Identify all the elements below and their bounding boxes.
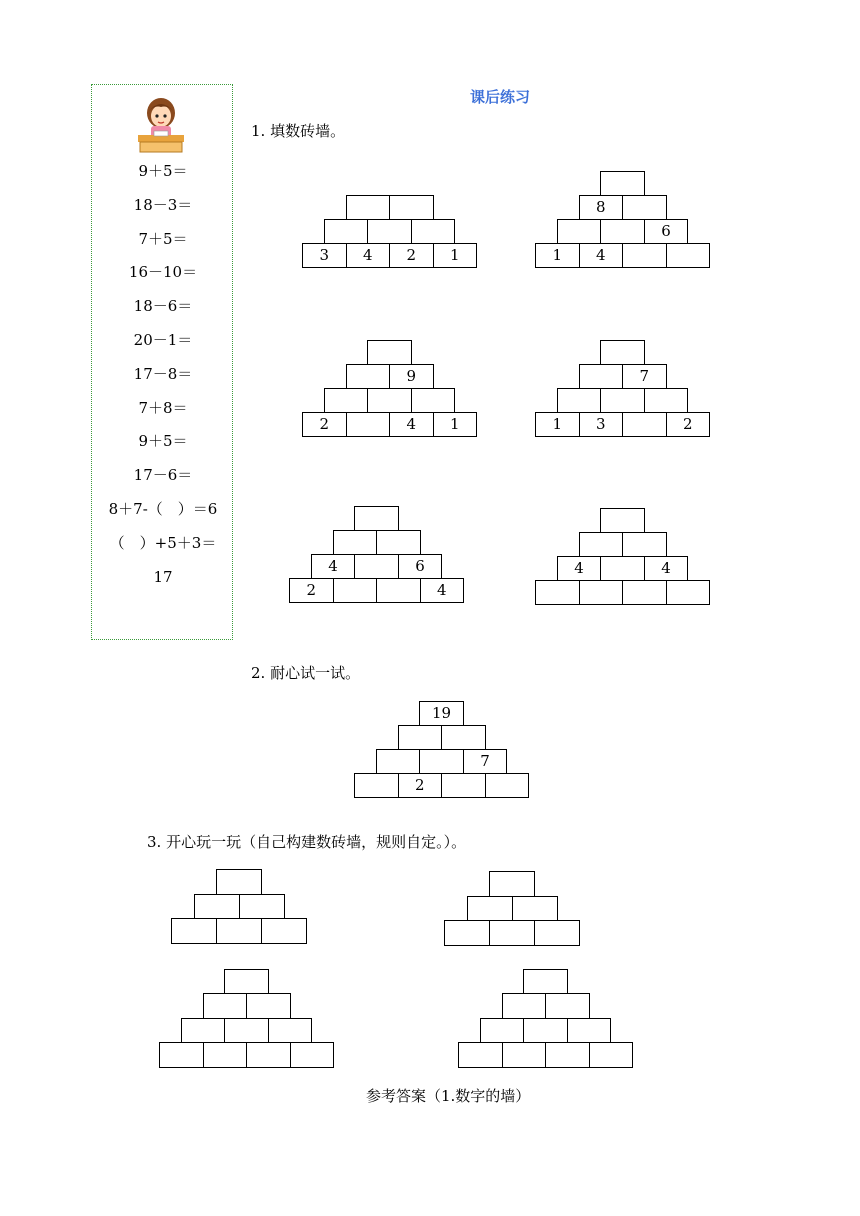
brick-blank[interactable] [600,171,645,196]
brick-blank[interactable] [622,532,667,557]
brick-blank[interactable] [489,871,535,897]
brick-filled: 19 [419,701,464,726]
brick-blank[interactable] [622,195,667,220]
brick-blank[interactable] [354,554,399,579]
brick-blank[interactable] [376,749,421,774]
brick-blank[interactable] [666,580,711,605]
brick-filled: 9 [389,364,434,389]
brick-blank[interactable] [579,364,624,389]
brick-blank[interactable] [246,1042,291,1068]
brick-blank[interactable] [333,530,378,555]
brick-blank[interactable] [534,920,580,946]
warmup-equation: 20－1＝ [133,331,193,349]
brick-filled: 1 [433,243,478,268]
warmup-equation: 7＋8＝ [138,398,188,417]
brick-blank[interactable] [354,773,399,798]
section1-heading: 1. 填数砖墙。 [251,122,346,140]
brick-blank[interactable] [398,725,443,750]
brick-blank[interactable] [367,388,412,413]
brick-filled: 1 [535,243,580,268]
brick-blank[interactable] [523,1018,568,1044]
brick-blank[interactable] [216,869,262,895]
brick-filled: 4 [557,556,602,581]
brick-blank[interactable] [502,1042,547,1068]
brick-blank[interactable] [346,195,391,220]
brick-blank[interactable] [441,725,486,750]
section3-heading: 3. 开心玩一玩（自己构建数砖墙，规则自定。）。 [147,833,467,851]
brick-blank[interactable] [367,219,412,244]
brick-blank[interactable] [268,1018,313,1044]
brick-filled: 2 [389,243,434,268]
brick-blank[interactable] [622,243,667,268]
brick-blank[interactable] [480,1018,525,1044]
brick-blank[interactable] [203,993,248,1019]
brick-blank[interactable] [579,532,624,557]
brick-blank[interactable] [666,243,711,268]
brick-blank[interactable] [502,993,547,1019]
brick-filled: 4 [311,554,356,579]
brick-filled: 6 [398,554,443,579]
brick-blank[interactable] [485,773,530,798]
brick-blank[interactable] [411,388,456,413]
warmup-equation: 18－6＝ [133,297,193,316]
warmup-equation: （ ）+5＋3＝ [109,533,217,552]
section2-heading: 2. 耐心试一试。 [251,664,361,682]
warmup-panel [91,84,233,640]
brick-blank[interactable] [376,530,421,555]
brick-blank[interactable] [419,749,464,774]
brick-filled: 2 [666,412,711,437]
brick-blank[interactable] [622,580,667,605]
brick-filled: 4 [346,243,391,268]
brick-blank[interactable] [545,1042,590,1068]
brick-filled: 2 [398,773,443,798]
brick-filled: 4 [644,556,689,581]
page-title: 课后练习 [469,88,530,106]
brick-filled: 4 [420,578,465,603]
brick-blank[interactable] [171,918,217,944]
brick-filled: 8 [579,195,624,220]
brick-blank[interactable] [224,969,269,995]
brick-blank[interactable] [567,1018,612,1044]
brick-blank[interactable] [324,388,369,413]
warmup-equation: 9＋5＝ [138,432,188,451]
brick-blank[interactable] [246,993,291,1019]
brick-blank[interactable] [203,1042,248,1068]
brick-blank[interactable] [290,1042,335,1068]
brick-blank[interactable] [545,993,590,1019]
brick-blank[interactable] [458,1042,503,1068]
brick-blank[interactable] [589,1042,634,1068]
brick-blank[interactable] [441,773,486,798]
brick-blank[interactable] [512,896,558,922]
brick-blank[interactable] [600,340,645,365]
brick-filled: 2 [289,578,334,603]
warmup-equation: 18－3＝ [133,195,193,214]
brick-blank[interactable] [557,219,602,244]
brick-blank[interactable] [557,388,602,413]
brick-blank[interactable] [216,918,262,944]
brick-blank[interactable] [411,219,456,244]
brick-blank[interactable] [644,388,689,413]
brick-filled: 4 [389,412,434,437]
brick-blank[interactable] [489,920,535,946]
brick-filled: 3 [302,243,347,268]
brick-blank[interactable] [159,1042,204,1068]
brick-blank[interactable] [194,894,240,920]
brick-filled: 1 [535,412,580,437]
brick-blank[interactable] [181,1018,226,1044]
brick-blank[interactable] [239,894,285,920]
brick-blank[interactable] [535,580,580,605]
brick-blank[interactable] [467,896,513,922]
brick-filled: 7 [463,749,508,774]
brick-blank[interactable] [333,578,378,603]
brick-filled: 6 [644,219,689,244]
warmup-equation: 7＋5＝ [138,229,188,248]
brick-blank[interactable] [224,1018,269,1044]
brick-filled: 2 [302,412,347,437]
brick-blank[interactable] [367,340,412,365]
answer-heading: 参考答案（1.数字的墙） [366,1087,531,1105]
warmup-equation: 17－8＝ [133,364,193,383]
warmup-equation: 9＋5＝ [138,162,188,180]
brick-blank[interactable] [389,195,434,220]
brick-filled: 1 [433,412,478,437]
brick-blank[interactable] [622,412,667,437]
brick-blank[interactable] [346,364,391,389]
warmup-equation: 17 [153,567,173,586]
warmup-equation: 8＋7-（ ）＝6 [108,500,218,518]
brick-blank[interactable] [600,556,645,581]
brick-blank[interactable] [354,506,399,531]
brick-blank[interactable] [346,412,391,437]
brick-blank[interactable] [523,969,568,995]
brick-filled: 4 [579,243,624,268]
brick-blank[interactable] [376,578,421,603]
warmup-equation: 17－6＝ [133,466,193,485]
brick-blank[interactable] [324,219,369,244]
warmup-equation: 16－10＝ [128,263,198,282]
brick-filled: 3 [579,412,624,437]
brick-filled: 7 [622,364,667,389]
brick-blank[interactable] [600,508,645,533]
brick-blank[interactable] [600,219,645,244]
brick-blank[interactable] [579,580,624,605]
brick-blank[interactable] [600,388,645,413]
girl-studying-icon [130,95,192,157]
brick-blank[interactable] [261,918,307,944]
brick-blank[interactable] [444,920,490,946]
